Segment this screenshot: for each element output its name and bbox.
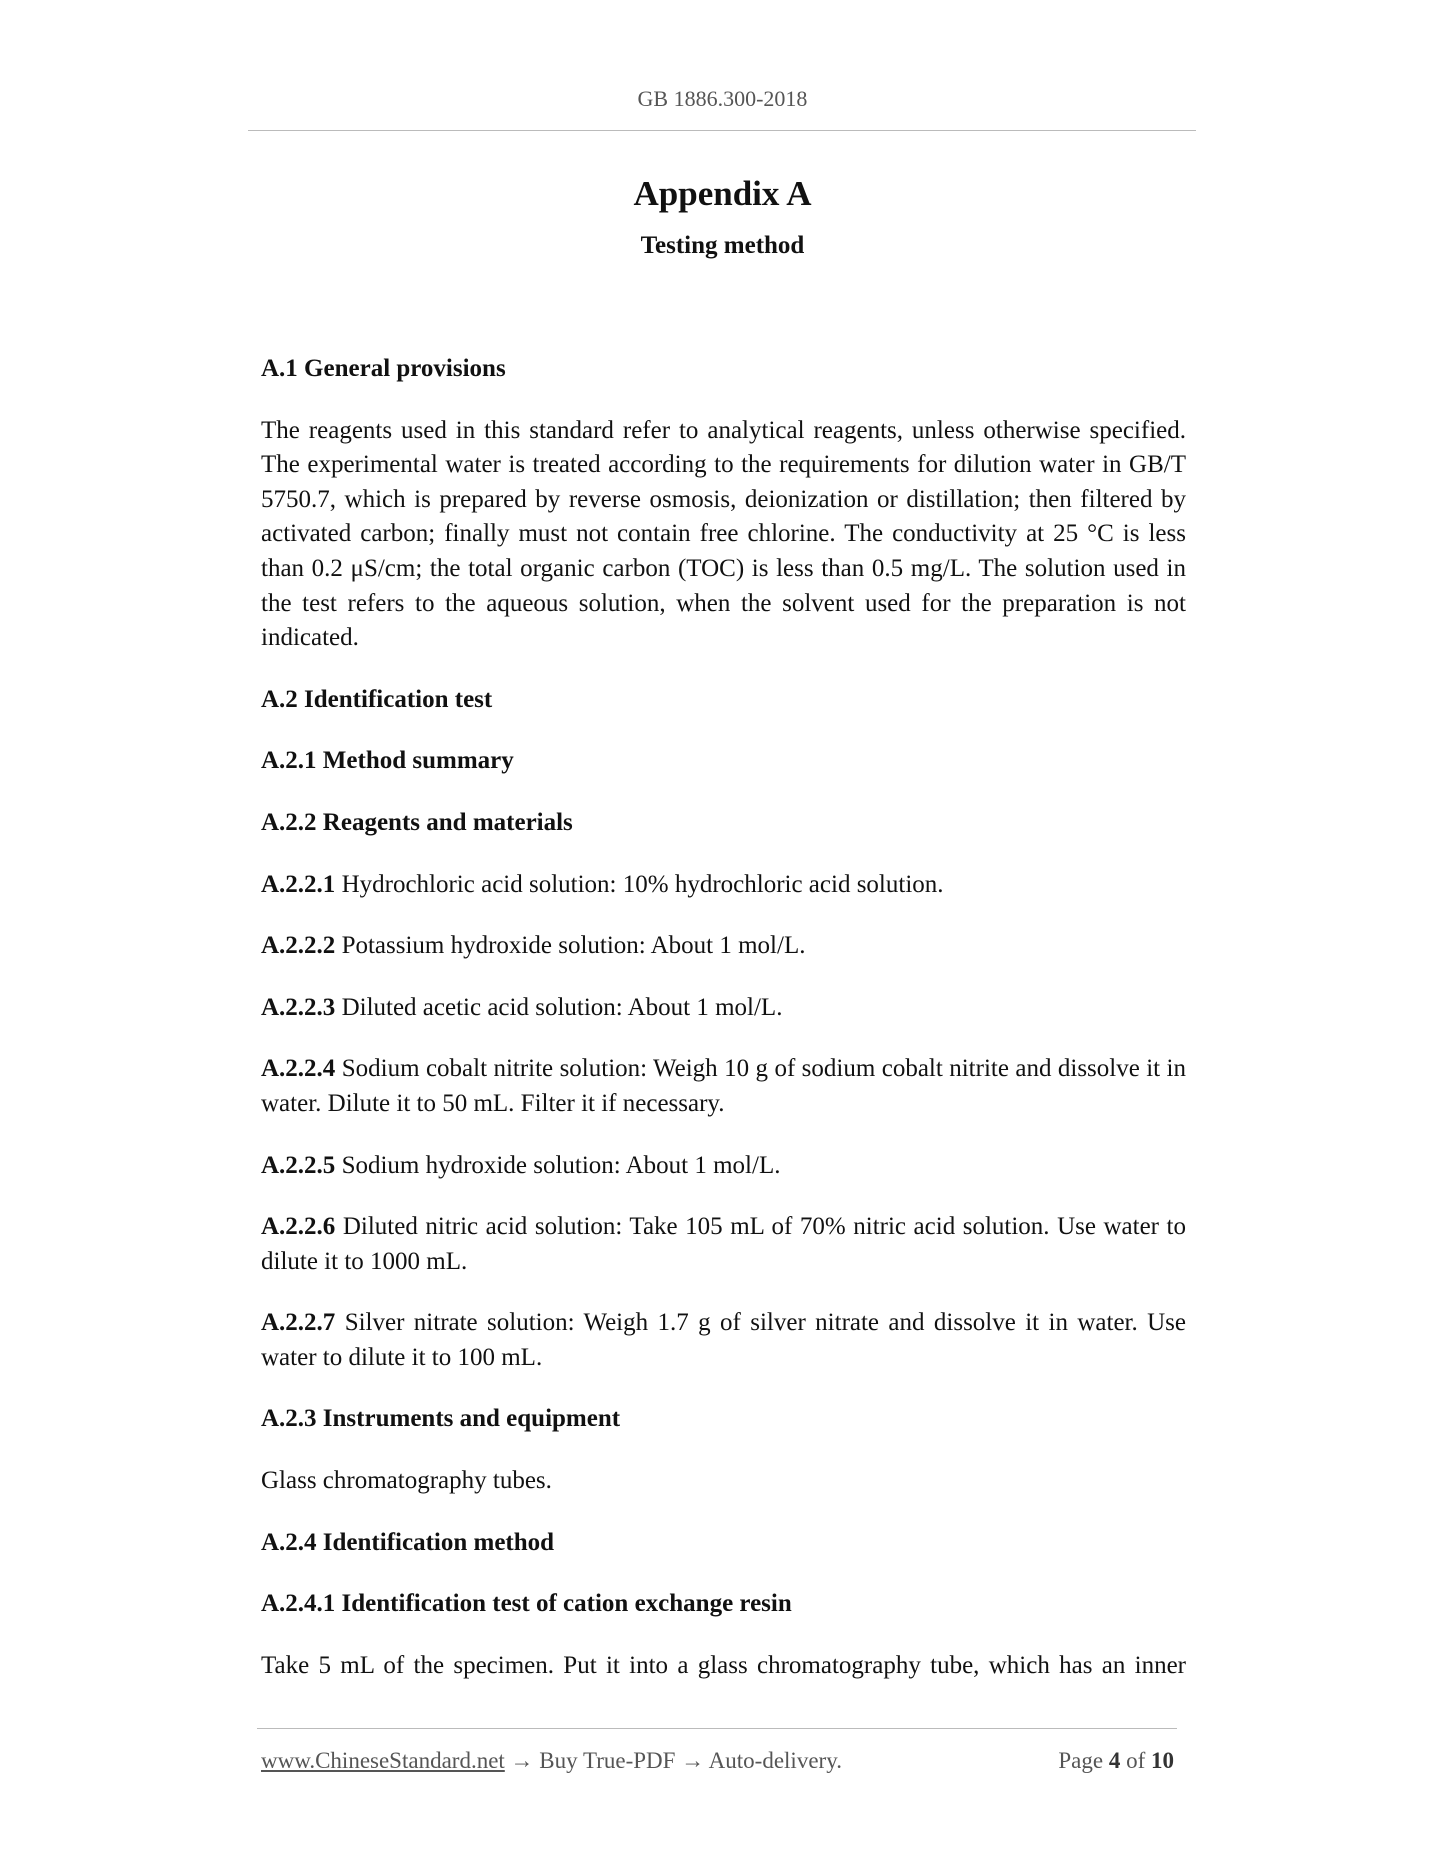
clause-number: A.2.2.5 [261,1151,336,1179]
page-indicator [1058,1748,1174,1774]
clause-number: A.2.2.3 [261,993,336,1021]
website-link[interactable]: www.ChineseStandard.net [261,1748,505,1773]
clause-a221 [261,868,1186,903]
document-body [261,352,1186,1683]
clause-a226 [261,1210,1186,1279]
section-heading-a23: A.2.3 Instruments and equipment [261,1405,621,1433]
section-heading-a1: A.1 General provisions [261,355,506,382]
section-heading-a24: A.2.4 Identification method [261,1528,555,1556]
clause-number: A.2.2.1 [261,870,336,898]
clause-text: Potassium hydroxide solution: About 1 mol/L. [335,932,806,960]
clause-a223 [261,991,1186,1026]
clause-a227 [261,1306,1186,1375]
clause-text: Diluted acetic acid solution: About 1 mol/L. [335,993,783,1021]
running-header: GB 1886.300-2018 [637,86,808,111]
clause-number: A.2.2.7 [261,1309,336,1337]
section-heading-a21: A.2.1 Method summary [261,747,514,775]
appendix-title: Appendix A [633,174,812,213]
page-number: 4 [1108,1748,1121,1773]
clause-text: Silver nitrate solution: Weigh 1.7 g of silver nitrate and dissolve it in water. Use water to dilute it to 100 mL. [261,1309,1186,1371]
clause-a224 [261,1052,1186,1121]
arrow-right-icon: → [681,1748,705,1773]
clause-text: Hydrochloric acid solution: 10% hydrochloric acid solution. [335,870,944,898]
section-heading-a241: A.2.4.1 Identification test of cation exchange resin [261,1590,792,1618]
clause-number: A.2.2.6 [261,1213,336,1241]
buy-text: Buy True-PDF [539,1748,676,1773]
clause-number: A.2.2.2 [261,932,336,960]
header-divider [248,130,1196,131]
clause-number: A.2.2.4 [261,1055,336,1083]
appendix-subtitle: Testing method [640,232,805,259]
section-heading-a2: A.2 Identification test [261,685,493,713]
clause-a222 [261,929,1186,964]
section-heading-a22: A.2.2 Reagents and materials [261,808,573,836]
arrow-right-icon: → [510,1748,534,1773]
section-text-a241: Take 5 mL of the specimen. Put it into a glass chromatography tube, which has an inner [261,1651,1186,1679]
page-total: 10 [1151,1748,1174,1773]
page-label: Page [1058,1748,1104,1773]
footer-promo [261,1748,842,1774]
clause-text: Sodium hydroxide solution: About 1 mol/L. [335,1151,781,1179]
section-text-a1: The reagents used in this standard refer to analytical reagents, unless otherwise specified. The experimental water is treated according to the requirements for dilution water in GB/T 5750.7, which is prepared by reverse osmosis, deionization or distillation; then filtered by activated carbon; finally must not contain free chlorine. The conductivity at 25 °C is less than 0.2 μS/cm; the total organic carbon (TOC) is less than 0.5 mg/L. The solution used in the test refers to the aqueous solution, when the solvent used for the preparation is not indicated. [261,416,1186,652]
section-text-a23: Glass chromatography tubes. [261,1467,552,1495]
of-label: of [1126,1748,1146,1773]
clause-text: Diluted nitric acid solution: Take 105 mL of 70% nitric acid solution. Use water to dilute it to 1000 mL. [261,1213,1186,1275]
clause-text: Sodium cobalt nitrite solution: Weigh 10 g of sodium cobalt nitrite and dissolve it in water. Dilute it to 50 mL. Filter it if necessary. [261,1055,1186,1117]
delivery-text: Auto-delivery. [708,1748,842,1773]
footer-divider [257,1728,1177,1729]
clause-a225 [261,1149,1186,1184]
